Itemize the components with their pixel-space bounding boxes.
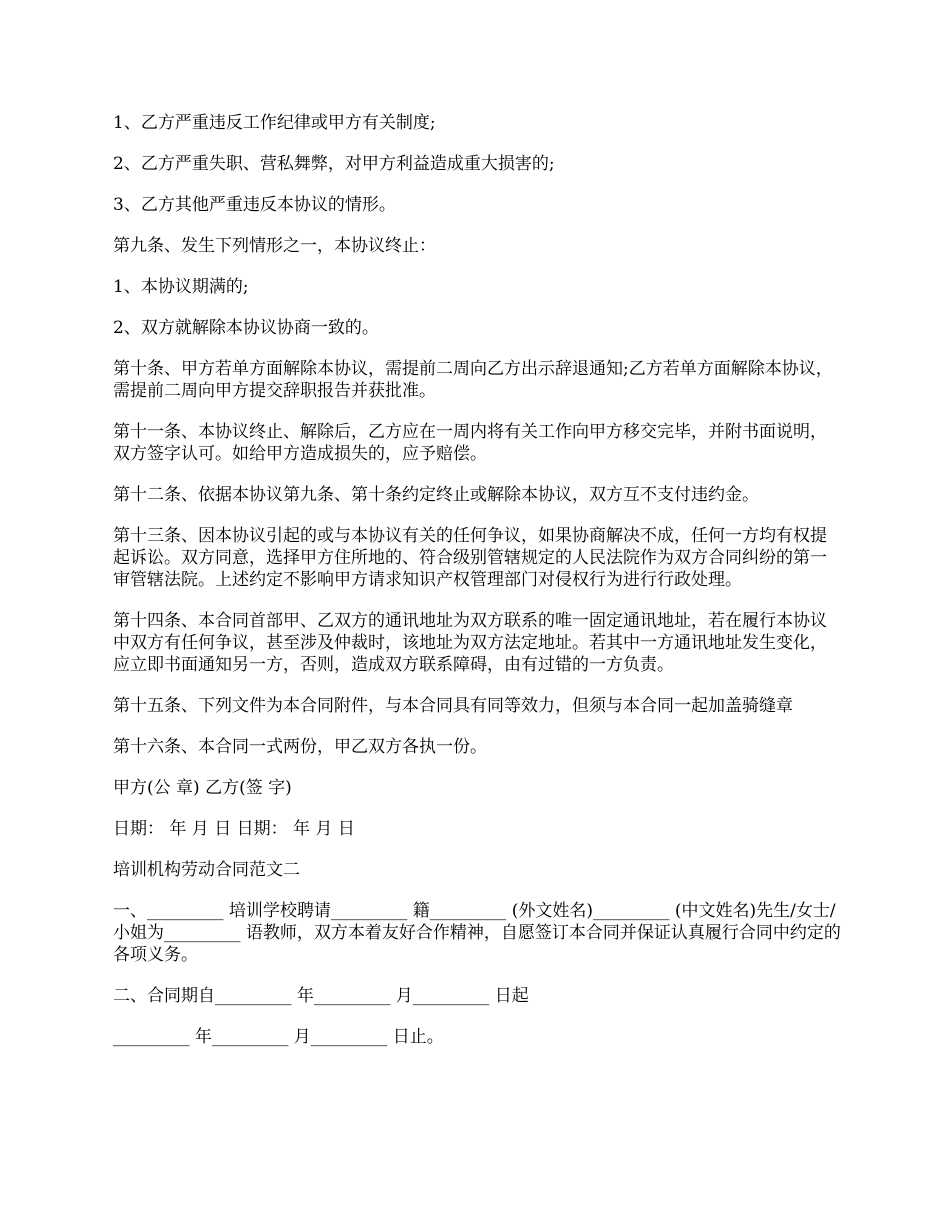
contract-period-start: 二、合同期自_________ 年_________ 月_________ 日起: [113, 986, 529, 1006]
signature-line: 甲方(公 章) 乙方(签 字): [113, 778, 292, 798]
article-10: 第十条、甲方若单方面解除本协议，需提前二周向乙方出示辞退通知;乙方若单方面解除本协议，需提前二周向甲方提交辞职报告并获批准。: [113, 359, 833, 401]
article-14: 第十四条、本合同首部甲、乙双方的通讯地址为双方联系的唯一固定通讯地址，若在履行本协议中双方有任何争议，甚至涉及仲裁时，该地址为双方法定地址。若其中一方通讯地址发生变化，应立即书面通知另一方，否则，造成双方联系障碍，由有过错的一方负责。: [113, 611, 827, 675]
article-11: 第十一条、本协议终止、解除后，乙方应在一周内将有关工作向甲方移交完毕，并附书面说明，双方签字认可。如给甲方造成损失的，应予赔偿。: [113, 422, 827, 464]
clause-item-3: 3、乙方其他严重违反本协议的情形。: [113, 195, 396, 215]
contract-clause-1: 一、_________ 培训学校聘请_________ 籍_________ (外文姓名)_________ (中文姓名)先生/女士/小姐为_________ 语教师，双方本着友好合作精神，自愿签订本合同并保证认真履行合同中约定的各项义务。: [113, 901, 841, 965]
article-9: 第九条、发生下列情形之一，本协议终止：: [113, 236, 436, 256]
document-body: [113, 112, 843, 1067]
article-13: 第十三条、因本协议引起的或与本协议有关的任何争议，如果协商解决不成，任何一方均有权提起诉讼。双方同意，选择甲方住所地的、符合级别管辖规定的人民法院作为双方合同纠纷的第一审管辖法院。上述约定不影响甲方请求知识产权管理部门对侵权行为进行行政处理。: [113, 526, 827, 590]
article-9-item-1: 1、本协议期满的;: [113, 277, 249, 297]
contract-period-end: _________ 年_________ 月_________ 日止。: [113, 1027, 444, 1047]
article-16: 第十六条、本合同一式两份，甲乙双方各执一份。: [113, 737, 487, 757]
clause-item-1: 1、乙方严重违反工作纪律或甲方有关制度;: [113, 113, 436, 133]
clause-item-2: 2、乙方严重失职、营私舞弊，对甲方利益造成重大损害的;: [113, 154, 555, 174]
date-line: 日期： 年 月 日 日期： 年 月 日: [113, 819, 355, 839]
article-12: 第十二条、依据本协议第九条、第十条约定终止或解除本协议，双方互不支付违约金。: [113, 485, 759, 505]
article-15: 第十五条、下列文件为本合同附件，与本合同具有同等效力，但须与本合同一起加盖骑缝章: [113, 696, 793, 716]
section-title: 培训机构劳动合同范文二: [113, 860, 300, 880]
article-9-item-2: 2、双方就解除本协议协商一致的。: [113, 318, 379, 338]
